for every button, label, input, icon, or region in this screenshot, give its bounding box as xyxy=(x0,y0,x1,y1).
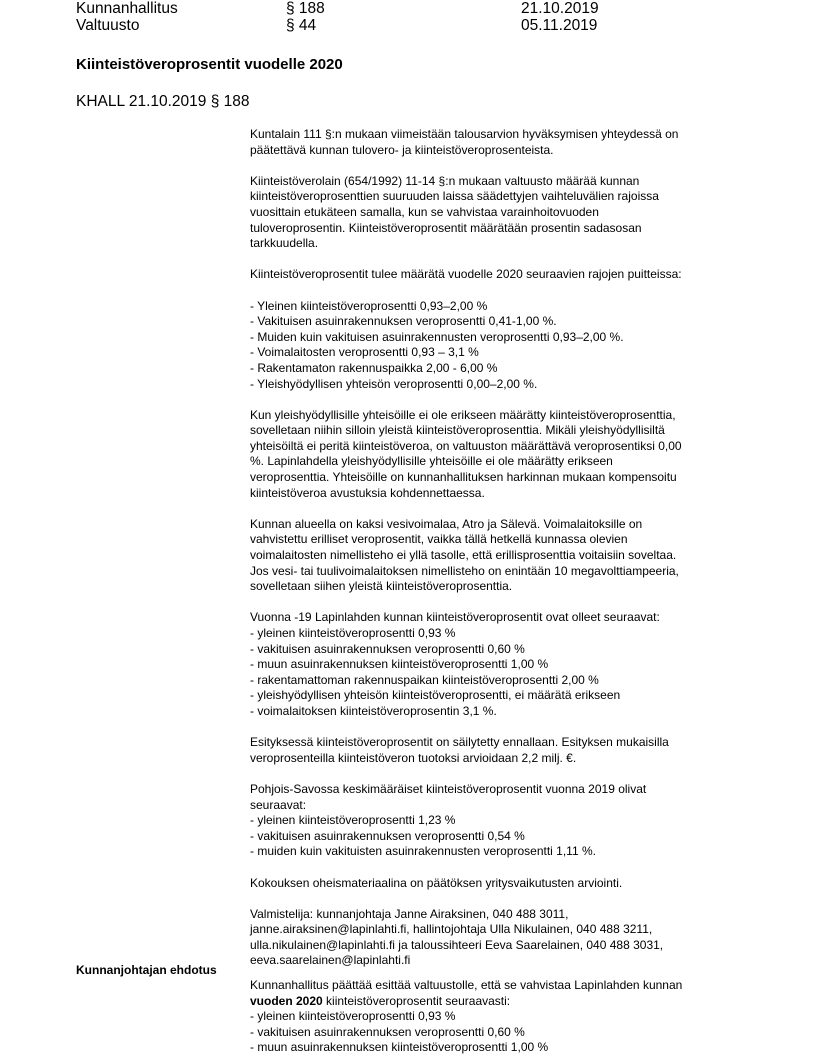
text-line: tuloveroprosentin. Kiinteistöveroprosentit määrätään prosentin sadasosan xyxy=(250,220,642,235)
text-line: sovelletaan siihen yleistä kiinteistöveroprosenttia. xyxy=(250,579,513,594)
text-line: yhteisöiltä ei peritä kiinteistöveroa, on valtuuston määrättävä veroprosentiksi 0,00 xyxy=(250,438,682,453)
limits-list xyxy=(250,299,740,393)
text-line: päätettävä kunnan tulovero- ja kiinteistöveroprosenteista. xyxy=(250,142,554,157)
paragraph xyxy=(250,267,740,283)
paragraph xyxy=(250,735,740,766)
text-line: sovelletaan niihin silloin yleistä kiinteistöveroprosenttia. Mikäli yleishyödyllisiltä xyxy=(250,423,665,438)
proposal-label: Kunnanjohtajan ehdotus xyxy=(76,963,217,977)
list-item: - muiden kuin vakituisten asuinrakennusten veroprosentti 1,11 %. xyxy=(250,844,596,859)
header-section: § 188 xyxy=(286,0,325,17)
text-line: voimalaitosten nimellisteho ei yllä tasolle, että erillisprosenttia voitaisiin soveltaa. xyxy=(250,548,677,563)
proposal-list xyxy=(250,1009,740,1056)
list-item: - Rakentamaton rakennuspaikka 2,00 - 6,00 % xyxy=(250,360,498,375)
document-body xyxy=(250,127,740,985)
text-line: janne.airaksinen@lapinlahti.fi, hallintojohtaja Ulla Nikulainen, 040 488 3211, xyxy=(250,922,653,937)
text-line: eeva.saarelainen@lapinlahti.fi xyxy=(250,953,411,968)
header-section: § 44 xyxy=(286,17,317,34)
list-item: - muun asuinrakennuksen kiinteistöveroprosentti 1,00 % xyxy=(250,1040,549,1055)
text-line: kiinteistöveroprosentit seuraavasti: xyxy=(322,993,511,1008)
text-line: Jos vesi- tai tuulivoimalaitoksen nimellisteho on enintään 10 megavolttiampeeria, xyxy=(250,563,679,578)
paragraph xyxy=(250,876,740,892)
meeting-reference: KHALL 21.10.2019 § 188 xyxy=(76,93,250,110)
text-line: Kunnan alueella on kaksi vesivoimalaa, Atro ja Sälevä. Voimalaitoksille on xyxy=(250,516,643,531)
text-line: tarkkuudella. xyxy=(250,236,319,251)
paragraph xyxy=(250,174,740,252)
text-line: ulla.nikulainen@lapinlahti.fi ja taloussihteeri Eeva Saarelainen, 040 488 3031, xyxy=(250,937,664,952)
header-body: Valtuusto xyxy=(76,17,140,34)
text-line: Kiinteistöverolain (654/1992) 11-14 §:n mukaan valtuusto määrää kunnan xyxy=(250,173,640,188)
text-line: vahvistettu erilliset veroprosentit, vaikka tällä hetkellä kunnassa olevien xyxy=(250,532,628,547)
current-rates-list xyxy=(250,610,740,719)
text-line: %. Lapinlahdella yleishyödyllisille yhteisöille ei ole määrätty erikseen xyxy=(250,454,613,469)
proposal-year: vuoden 2020 xyxy=(250,993,323,1008)
text-line: kiinteistöveroa avustuksia kohdennettaessa. xyxy=(250,485,485,500)
document-title: Kiinteistöveroprosentit vuodelle 2020 xyxy=(76,56,343,73)
list-item: - yleishyödyllisen yhteisön kiinteistöveroprosentti, ei määrätä erikseen xyxy=(250,688,621,703)
paragraph xyxy=(250,517,740,595)
list-item: - vakituisen asuinrakennuksen veroprosentti 0,60 % xyxy=(250,1024,525,1039)
list-item: - muun asuinrakennuksen kiinteistöveroprosentti 1,00 % xyxy=(250,657,549,672)
text-line: Kunnanhallitus päättää esittää valtuustolle, että se vahvistaa Lapinlahden kunnan xyxy=(250,978,683,992)
list-item: - vakituisen asuinrakennuksen veroprosentti 0,54 % xyxy=(250,828,525,843)
list-intro: Vuonna -19 Lapinlahden kunnan kiinteistöveroprosentit ovat olleet seuraavat: xyxy=(250,610,660,625)
list-item: - voimalaitoksen kiinteistöveroprosentin 3,1 %. xyxy=(250,703,497,718)
text-line: Kiinteistöveroprosentit tulee määrätä vuodelle 2020 seuraavien rajojen puitteissa: xyxy=(250,267,682,282)
header-body: Kunnanhallitus xyxy=(76,0,178,17)
list-item: - Yleishyödyllisen yhteisön veroprosentti 0,00–2,00 %. xyxy=(250,376,538,391)
text-line: vuosittain etukäteen samalla, kun se vahvistaa varainhoitovuoden xyxy=(250,204,599,219)
preparer-info xyxy=(250,907,740,969)
text-line: Esityksessä kiinteistöveroprosentit on säilytetty ennallaan. Esityksen mukaisilla xyxy=(250,735,669,750)
list-item: - Vakituisen asuinrakennuksen veroprosentti 0,41-1,00 %. xyxy=(250,314,557,329)
text-line: veroprosenteilla kiinteistöveron tuotoksi arvioidaan 2,2 milj. €. xyxy=(250,750,577,765)
list-item: - rakentamattoman rakennuspaikan kiinteistöveroprosentti 2,00 % xyxy=(250,672,599,687)
header-date: 05.11.2019 xyxy=(521,17,598,34)
list-intro: seuraavat: xyxy=(250,797,307,812)
text-line: Valmistelija: kunnanjohtaja Janne Airaksinen, 040 488 3011, xyxy=(250,906,569,921)
list-item: - yleinen kiinteistöveroprosentti 1,23 % xyxy=(250,813,456,828)
regional-averages-list xyxy=(250,782,740,860)
header-date: 21.10.2019 xyxy=(521,0,599,17)
list-item: - yleinen kiinteistöveroprosentti 0,93 % xyxy=(250,1009,456,1024)
list-item: - Voimalaitosten veroprosentti 0,93 – 3,1 % xyxy=(250,345,479,360)
list-item: - Muiden kuin vakituisen asuinrakennusten veroprosentti 0,93–2,00 %. xyxy=(250,329,624,344)
text-line: veroprosenttia. Yhteisöille on kunnanhallituksen harkinnan mukaan kompensoitu xyxy=(250,470,677,485)
list-intro: Pohjois-Savossa keskimääräiset kiinteistöveroprosentit vuonna 2019 olivat xyxy=(250,781,647,796)
text-line: kiinteistöveroprosenttien suuruuden laissa säädettyjen vaihteluvälien rajoissa xyxy=(250,189,659,204)
list-item: - vakituisen asuinrakennuksen veroprosentti 0,60 % xyxy=(250,641,525,656)
text-line: Kuntalain 111 §:n mukaan viimeistään talousarvion hyväksymisen yhteydessä on xyxy=(250,127,679,141)
list-item: - Yleinen kiinteistöveroprosentti 0,93–2,00 % xyxy=(250,298,488,313)
text-line: Kokouksen oheismateriaalina on päätöksen yritysvaikutusten arviointi. xyxy=(250,875,623,890)
paragraph xyxy=(250,127,740,158)
text-line: Kun yleishyödyllisille yhteisöille ei ole erikseen määrätty kiinteistöveroprosenttia, xyxy=(250,407,676,422)
paragraph xyxy=(250,408,740,502)
text-line xyxy=(250,994,510,1008)
proposal-body xyxy=(250,978,740,1056)
list-item: - yleinen kiinteistöveroprosentti 0,93 % xyxy=(250,626,456,640)
